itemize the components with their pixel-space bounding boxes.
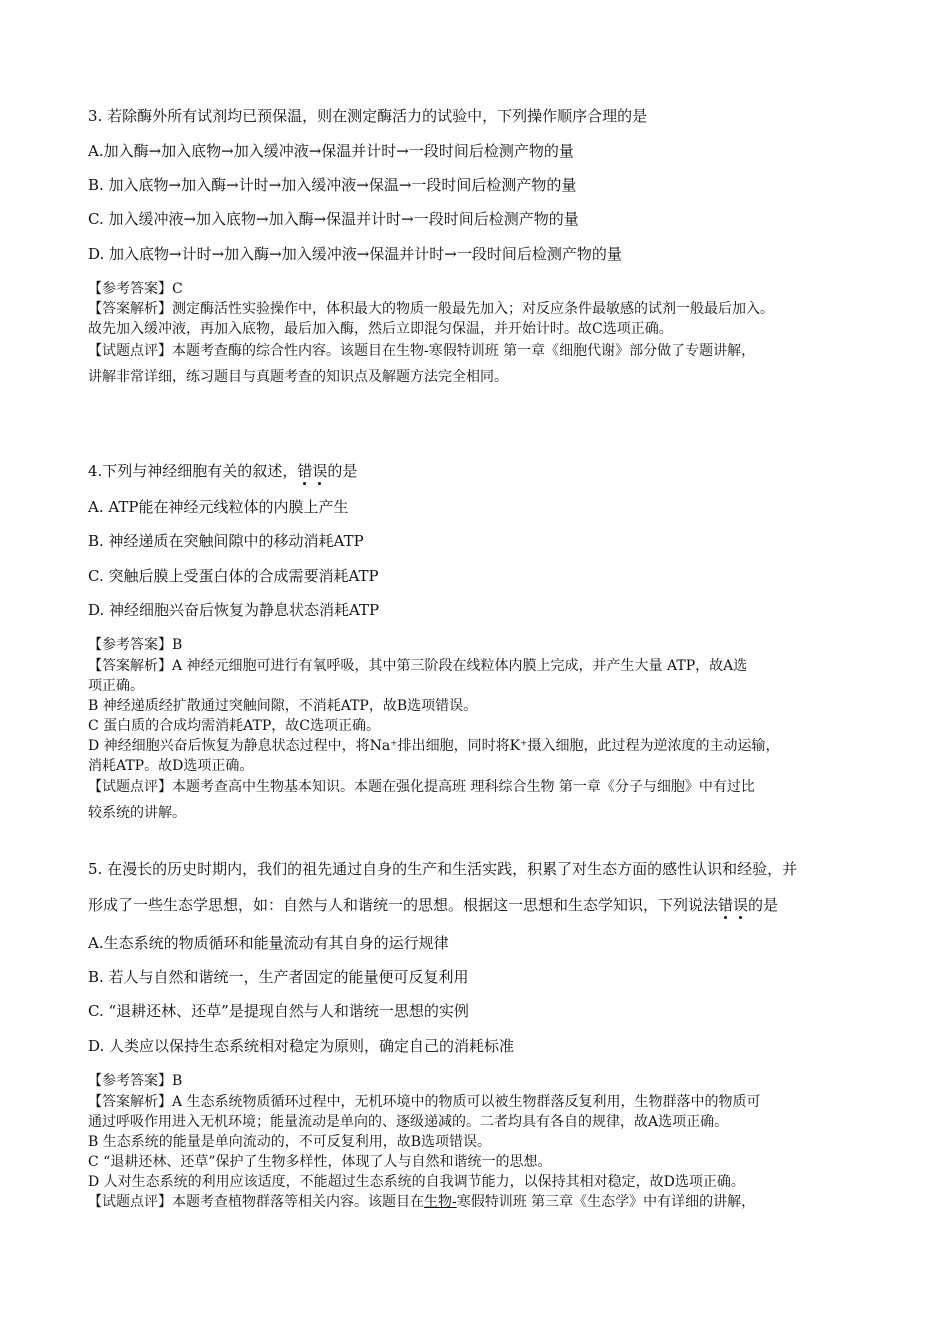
q4-stem-suffix: 的是 — [327, 462, 358, 480]
q5-comment-text: 【试题点评】本题考查植物群落等相关内容。该题目在 — [88, 1194, 424, 1210]
emphasis-dot-char: 误 — [312, 462, 328, 480]
q4-analysis-line: D 神经细胞兴奋后恢复为静息状态过程中，将Na⁺排出细胞，同时将K⁺摄入细胞，此过程为逆浓度的主动运输， — [88, 738, 780, 754]
q5-stem-line: 5. 在漫长的历史时期内，我们的祖先通过自身的生产和生活实践，积累了对生态方面的感性认识和经验，并 — [88, 860, 798, 878]
q3-stem: 3. 若除酶外所有试剂均已预保温，则在测定酶活力的试验中，下列操作顺序合理的是 — [88, 107, 648, 125]
emphasis-dot-char: 错 — [297, 462, 313, 480]
q4-option-d: D. 神经细胞兴奋后恢复为静息状态消耗ATP — [88, 601, 380, 619]
q4-analysis-line: 消耗ATP。故D选项正确。 — [88, 758, 254, 774]
q5-answer: 【参考答案】B — [88, 1073, 183, 1089]
q3-analysis-line: 【答案解析】测定酶活性实验操作中，体积最大的物质一般最先加入；对反应条件最敏感的试剂一般最后加入。 — [88, 301, 774, 317]
q4-analysis-line: B 神经递质经扩散通过突触间隙，不消耗ATP，故B选项错误。 — [88, 698, 478, 714]
q3-comment-line: 【试题点评】本题考查酶的综合性内容。该题目在生物-寒假特训班 第一章《细胞代谢》部分做了专题讲解， — [88, 343, 756, 359]
q5-stem-text: 形成了一些生态学思想，如：自然与人和谐统一的思想。根据这一思想和生态学知识，下列说法 — [88, 896, 719, 914]
q5-analysis-line: 通过呼吸作用进入无机环境；能量流动是单向的、逐级递减的。二者均具有各自的规律，故A选项正确。 — [88, 1114, 729, 1130]
q4-analysis-line: 项正确。 — [88, 678, 144, 694]
q5-option-a: A.生态系统的物质循环和能量流动有其自身的运行规律 — [88, 934, 449, 952]
q3-option-d: D. 加入底物→计时→加入酶→加入缓冲液→保温并计时→一段时间后检测产物的量 — [88, 245, 622, 263]
q3-option-c: C. 加入缓冲液→加入底物→加入酶→保温并计时→一段时间后检测产物的量 — [88, 210, 579, 228]
q3-answer: 【参考答案】C — [88, 281, 183, 297]
q4-comment-line: 【试题点评】本题考查高中生物基本知识。本题在强化提高班 理科综合生物 第一章《分子与细胞》中有过比 — [88, 779, 755, 795]
q5-analysis-line: 【答案解析】A 生态系统物质循环过程中，无机环境中的物质可以被生物群落反复利用，生物群落中的物质可 — [88, 1094, 761, 1110]
q4-answer: 【参考答案】B — [88, 637, 183, 653]
q5-comment-suffix: 寒假特训班 第三章《生态学》中有详细的讲解， — [456, 1194, 756, 1210]
q4-option-c: C. 突触后膜上受蛋白体的合成需要消耗ATP — [88, 567, 379, 585]
q5-analysis-line: B 生态系统的能量是单向流动的，不可反复利用，故B选项错误。 — [88, 1134, 492, 1150]
q4-option-b: B. 神经递质在突触间隙中的移动消耗ATP — [88, 532, 364, 550]
q3-option-b: B. 加入底物→加入酶→计时→加入缓冲液→保温→一段时间后检测产物的量 — [88, 176, 577, 194]
emphasis-dot-char: 错 — [718, 896, 734, 914]
q4-analysis-line: 【答案解析】A 神经元细胞可进行有氧呼吸，其中第三阶段在线粒体内膜上完成，并产生大量 ATP，故A选 — [88, 658, 748, 674]
q4-comment-line: 较系统的讲解。 — [88, 805, 186, 821]
course-link[interactable]: 生物- — [424, 1194, 457, 1210]
q5-analysis-line: D 人对生态系统的利用应该适度，不能超过生态系统的自我调节能力，以保持其相对稳定，故D选项正确。 — [88, 1174, 745, 1190]
q4-stem — [88, 461, 878, 481]
q5-option-b: B. 若人与自然和谐统一，生产者固定的能量便可反复利用 — [88, 968, 469, 986]
q3-option-a: A.加入酶→加入底物→加入缓冲液→保温并计时→一段时间后检测产物的量 — [88, 142, 574, 160]
q5-stem-line — [88, 895, 878, 915]
q5-stem-suffix: 的是 — [748, 896, 779, 914]
q5-comment-line — [88, 1192, 878, 1212]
q5-analysis-line: C “退耕还林、还草”保护了生物多样性，体现了人与自然和谐统一的思想。 — [88, 1154, 552, 1170]
q4-analysis-line: C 蛋白质的合成均需消耗ATP，故C选项正确。 — [88, 718, 380, 734]
q4-option-a: A. ATP能在神经元线粒体的内膜上产生 — [88, 498, 349, 516]
emphasis-dot-char: 误 — [733, 896, 749, 914]
q5-option-d: D. 人类应以保持生态系统相对稳定为原则，确定自己的消耗标准 — [88, 1037, 515, 1055]
q5-option-c: C. “退耕还林、还草”是提现自然与人和谐统一思想的实例 — [88, 1002, 469, 1020]
q3-comment-line: 讲解非常详细，练习题目与真题考查的知识点及解题方法完全相同。 — [88, 369, 508, 385]
q3-analysis-line: 故先加入缓冲液，再加入底物，最后加入酶，然后立即混匀保温，并开始计时。故C选项正确。 — [88, 321, 673, 337]
q4-stem-text: 4.下列与神经细胞有关的叙述， — [88, 462, 298, 480]
